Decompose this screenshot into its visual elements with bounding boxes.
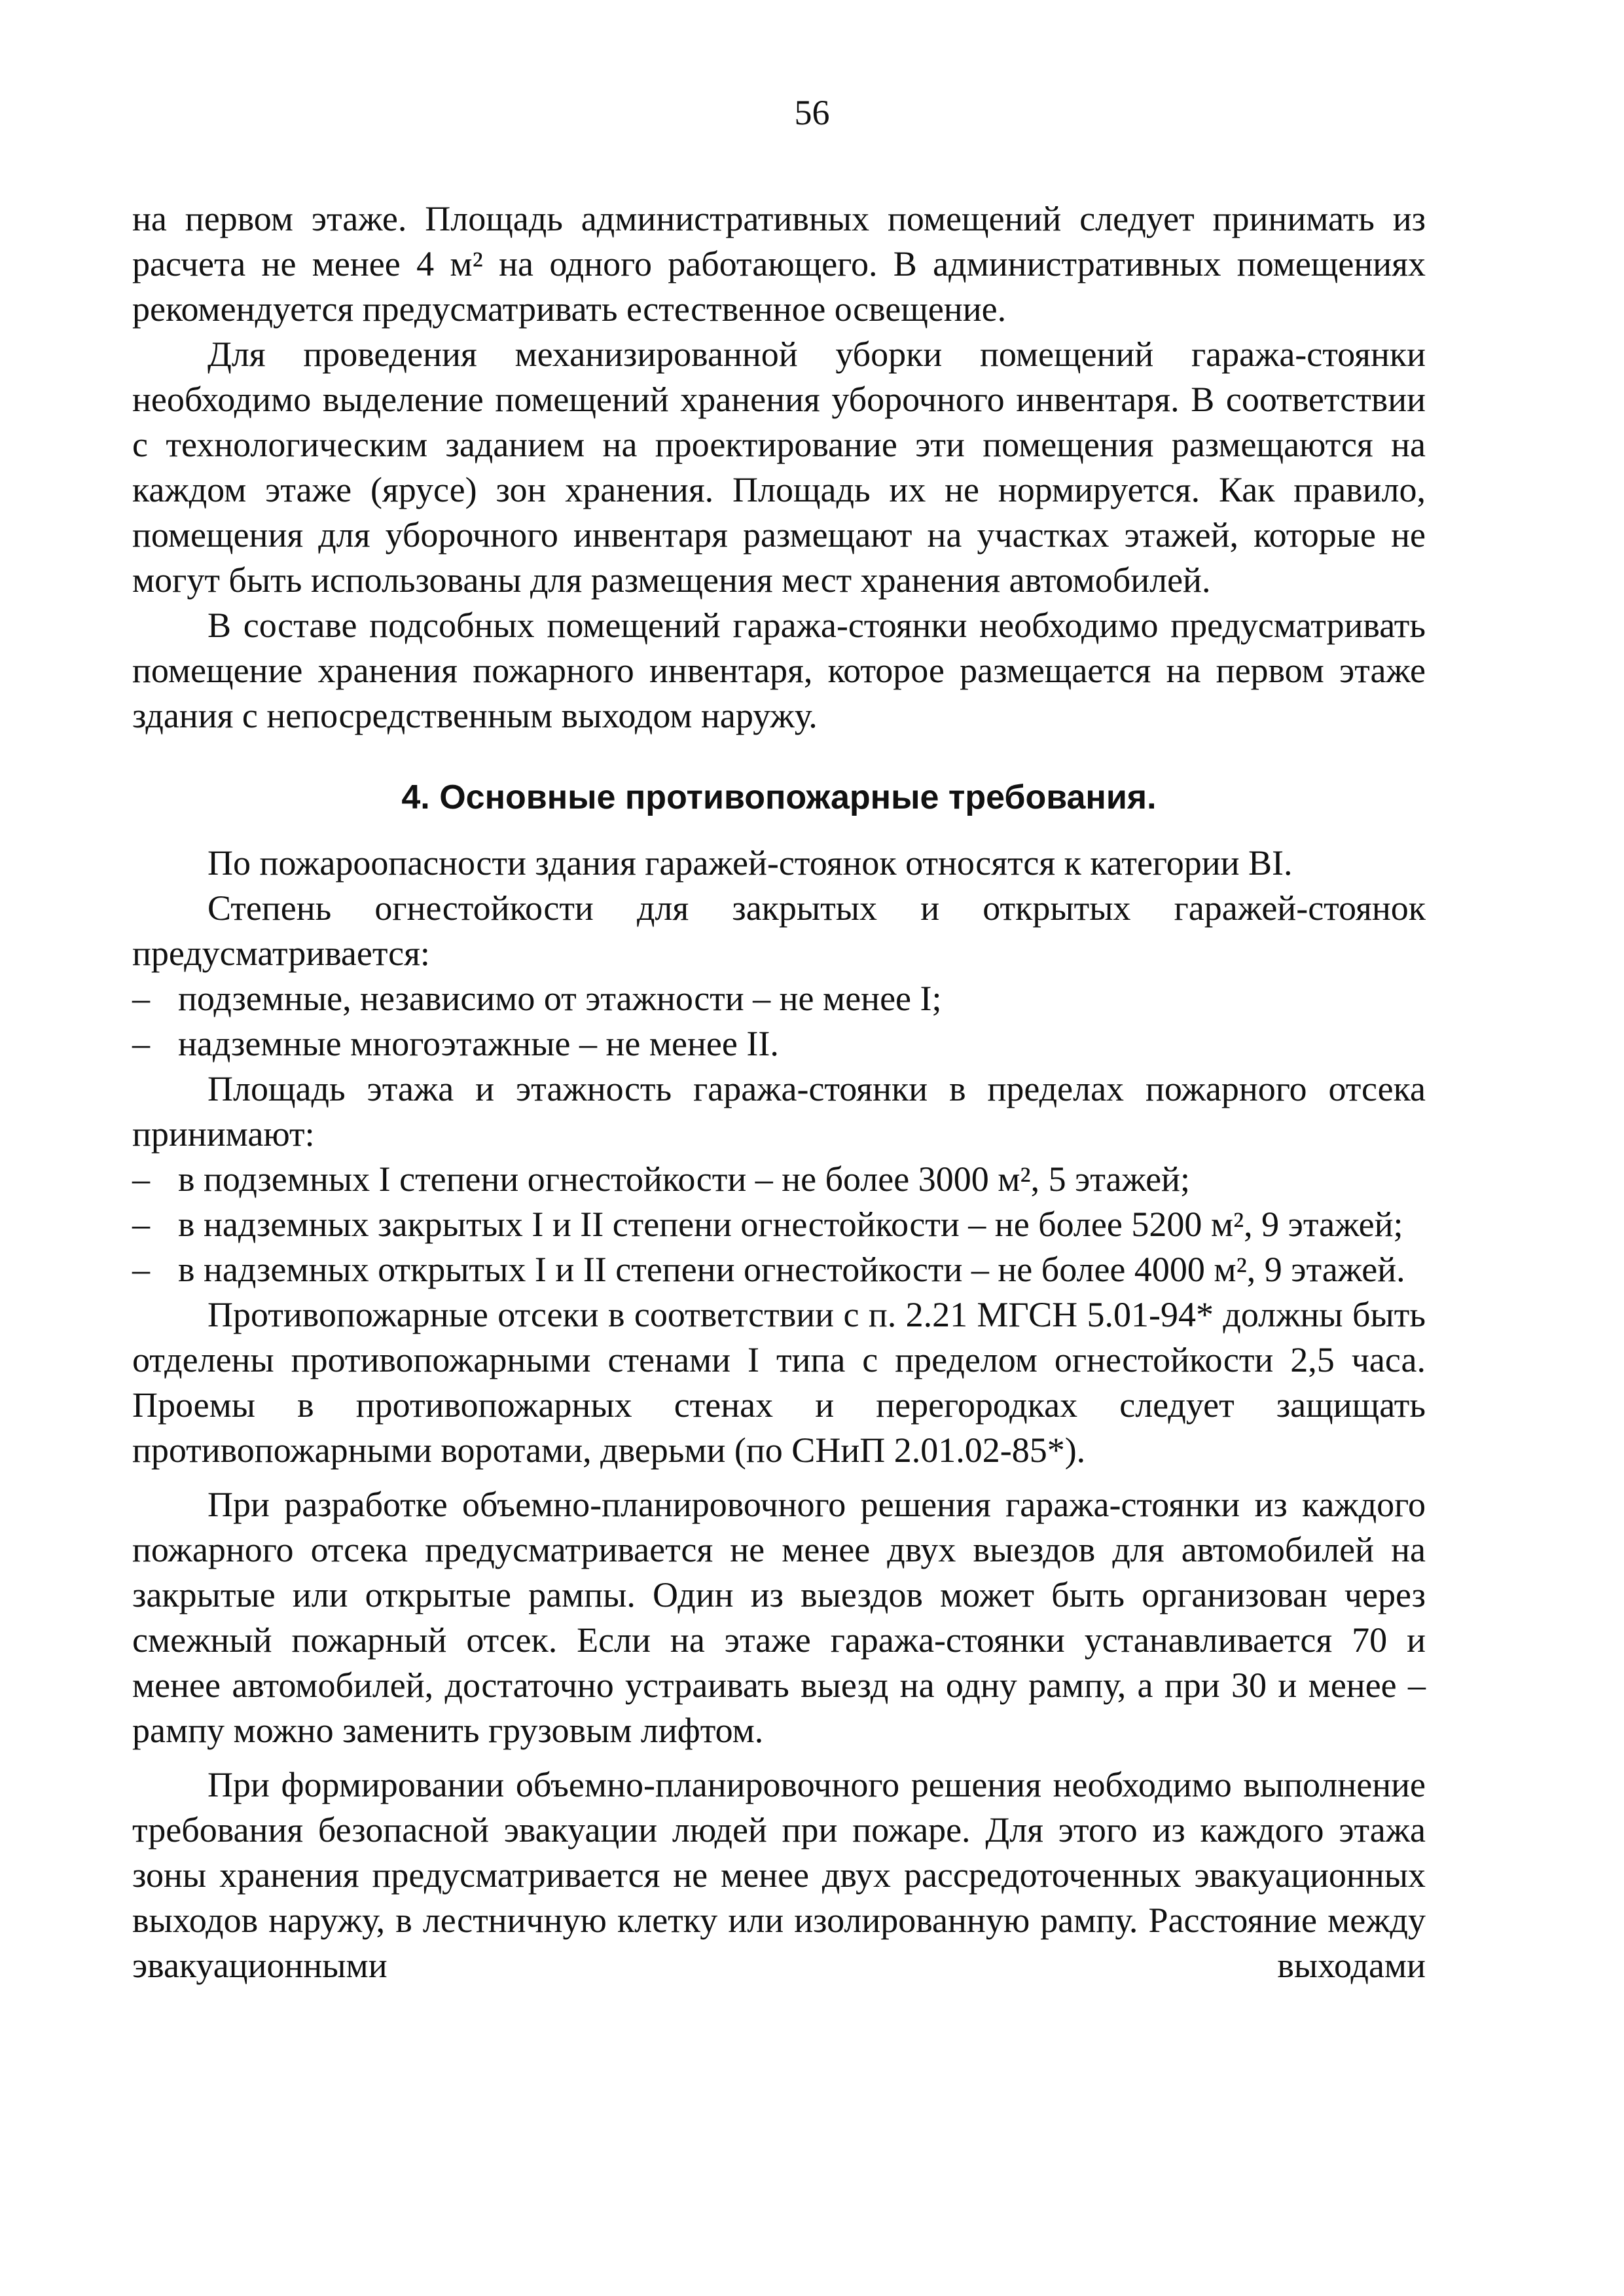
list-item-text: в подземных I степени огнестойкости – не более 3000 м², 5 этажей; (178, 1159, 1190, 1199)
page-body (132, 196, 1426, 1988)
list-item-text: в надземных открытых I и II степени огнестойкости – не более 4000 м², 9 этажей. (178, 1250, 1405, 1289)
dash-bullet: – (132, 1159, 150, 1199)
paragraph-admin-rooms: на первом этаже. Площадь административных помещений следует принимать из расчета не менее 4 м² на одного работающего. В административных помещениях рекомендуется предусматривать естественное освещение. (132, 199, 1426, 329)
paragraph-evacuation: При формировании объемно-планировочного решения необходимо выполнение требования безопасной эвакуации людей при пожаре. Для этого из каждого этажа зоны хранения предусматривается не менее двух рассредоточенных эвакуационных выходов наружу, в лестничную клетку или изолированную рампу. Расстояние между эвакуационными выходами (132, 1765, 1426, 1985)
page-number: 56 (794, 93, 830, 132)
list-item (132, 1157, 1426, 1202)
dash-bullet: – (132, 1250, 150, 1289)
section-heading: 4. Основные противопожарные требования. (401, 778, 1157, 816)
list-item (132, 1021, 1426, 1066)
list-item (132, 1202, 1426, 1247)
spacer (132, 1473, 1426, 1482)
paragraph-exits-ramps: При разработке объемно-планировочного решения гаража-стоянки из каждого пожарного отсека предусматривается не менее двух выездов для автомобилей на закрытые или открытые рампы. Один из выездов может быть организован через смежный пожарный отсек. Если на этаже гаража-стоянки устанавливается 70 и менее автомобилей, достаточно устраивать выезд на одну рампу, а при 30 и менее – рампу можно заменить грузовым лифтом. (132, 1485, 1426, 1750)
paragraph-fire-category: По пожароопасности здания гаражей-стоянок относятся к категории ВI. (208, 843, 1293, 883)
list-item-text: надземные многоэтажные – не менее II. (178, 1024, 779, 1063)
paragraph-fire-compartments: Противопожарные отсеки в соответствии с п. 2.21 МГСН 5.01-94* должны быть отделены противопожарными стенами I типа с пределом огнестойкости 2,5 часа. Проемы в противопожарных стенах и перегородках следует защищать противопожарными воротами, дверьми (по СНиП 2.01.02-85*). (132, 1295, 1426, 1470)
list-item-text: в надземных закрытых I и II степени огнестойкости – не более 5200 м², 9 этажей; (178, 1205, 1403, 1244)
dash-bullet: – (132, 1024, 150, 1063)
paragraph-fire-resistance-intro: Степень огнестойкости для закрытых и открытых гаражей-стоянок предусматривается: (132, 888, 1426, 973)
list-item (132, 1247, 1426, 1292)
list-item-text: подземные, независимо от этажности – не менее I; (178, 979, 942, 1018)
dash-bullet: – (132, 1205, 150, 1244)
paragraph-cleaning-rooms: Для проведения механизированной уборки помещений гаража-стоянки необходимо выделение помещений хранения уборочного инвентаря. В соответствии с технологическим заданием на проектирование эти помещения размещаются на каждом этаже (ярусе) зон хранения. Площадь их не нормируется. Как правило, помещения для уборочного инвентаря размещают на участках этажей, которые не могут быть использованы для размещения мест хранения автомобилей. (132, 335, 1426, 600)
paragraph-fire-inventory: В составе подсобных помещений гаража-стоянки необходимо предусматривать помещение хранения пожарного инвентаря, которое размещается на первом этаже здания с непосредственным выходом наружу. (132, 606, 1426, 735)
fire-resistance-list (132, 976, 1426, 1066)
dash-bullet: – (132, 979, 150, 1018)
spacer (132, 1753, 1426, 1762)
area-list (132, 1157, 1426, 1292)
list-item (132, 976, 1426, 1021)
paragraph-area-intro: Площадь этажа и этажность гаража-стоянки в пределах пожарного отсека принимают: (132, 1069, 1426, 1154)
